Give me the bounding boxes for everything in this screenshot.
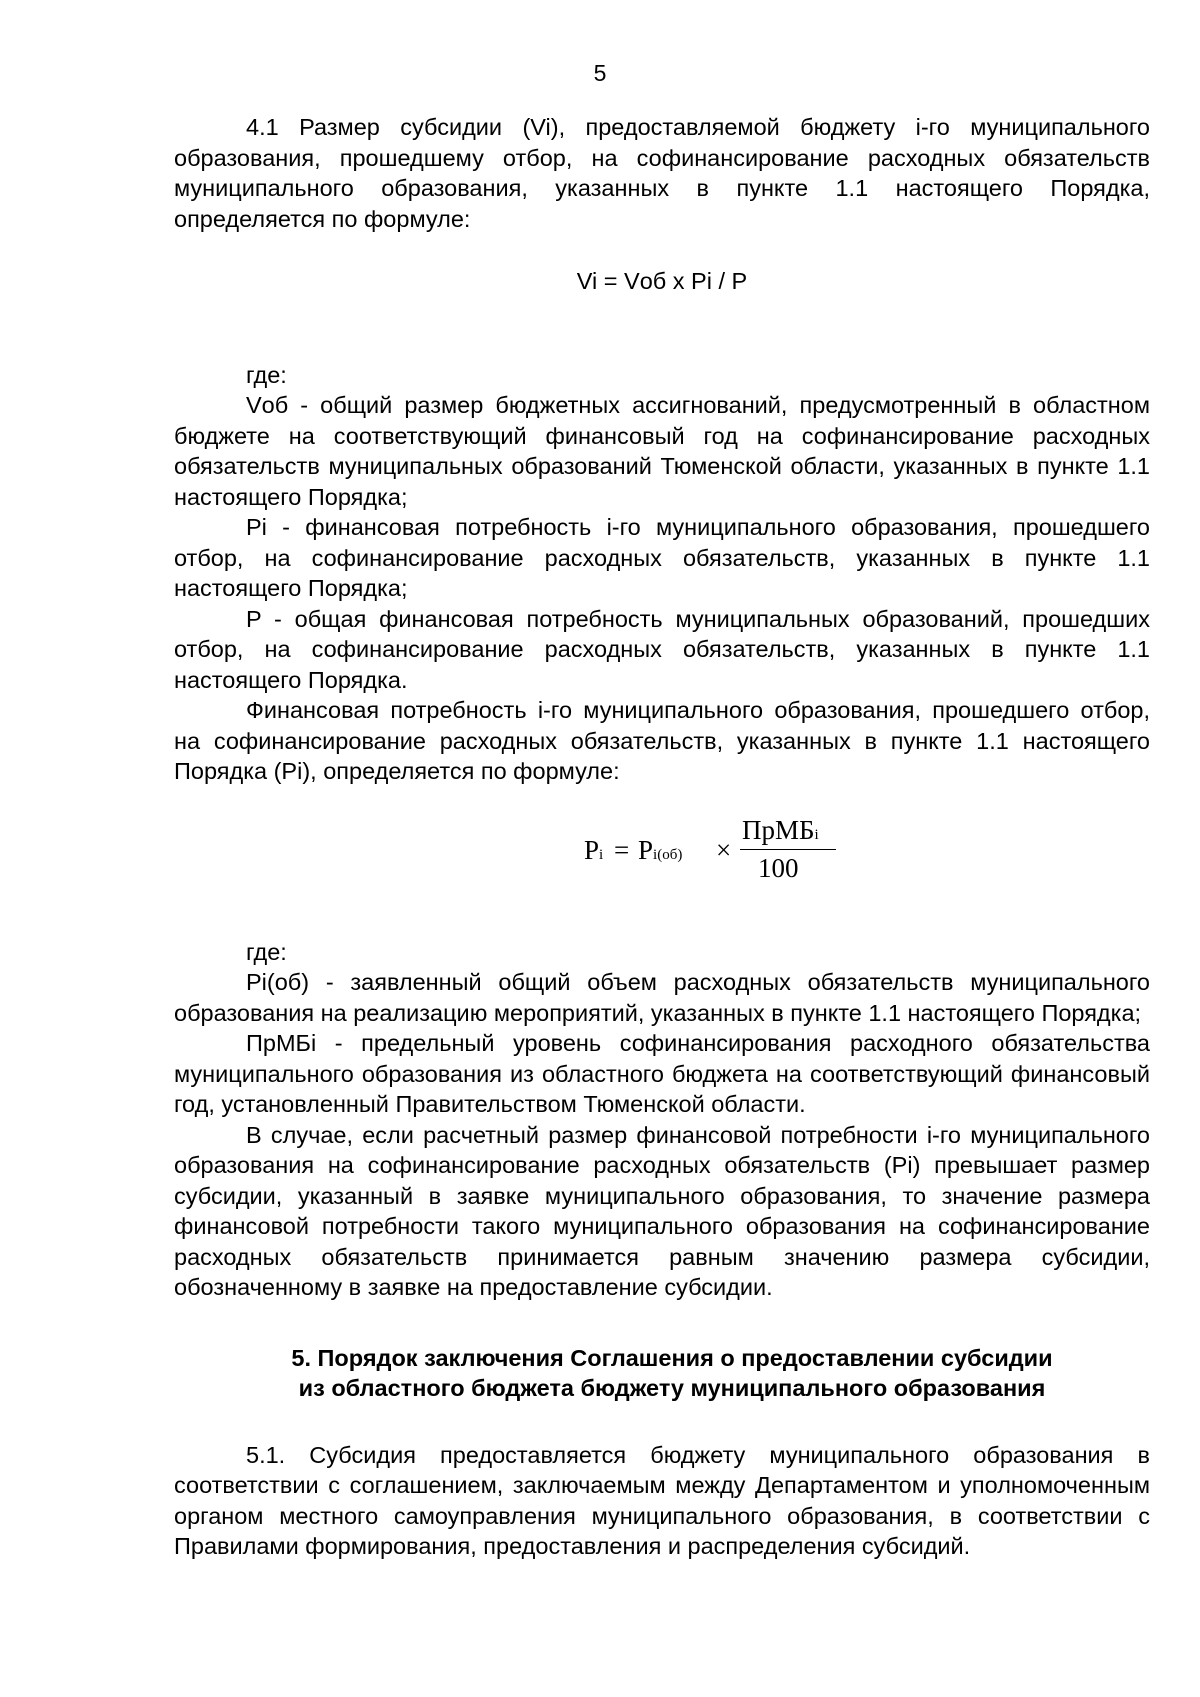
where-label: где: (246, 938, 287, 965)
formula-financial-need (174, 787, 1150, 937)
formula-rhs: Pi(об) (638, 834, 683, 865)
where-label: где: (246, 361, 287, 388)
section-5-title: 5. Порядок заключения Соглашения о предоставлении субсидии из областного бюджета бюджету муниципального образования (291, 1344, 1053, 1401)
paragraph-case: В случае, если расчетный размер финансовой потребности i-го муниципального образования на софинансирование расходных обязательств (Pi) превышает размер субсидии, указанный в заявке муниципального образования, то значение размера финансовой потребности такого муниципального образования на софинансирование расходных обязательств принимается равным значению размера субсидии, обозначенному в заявке на предоставление субсидии. (174, 1121, 1150, 1300)
formula-subsidy-size: Vi = Vоб х Pi / P (576, 268, 748, 294)
paragraph-4-1: 4.1 Размер субсидии (Vi), предоставляемой бюджету i-го муниципального образования, прошедшему отбор, на софинансирование расходных обязательств муниципального образования, указанных в пункте 1.1 настоящего Порядка, определяется по формуле: (174, 114, 1150, 232)
definition-pi-ob: Pi(об) - заявленный общий объем расходных обязательств муниципального образования на реализацию мероприятий, указанных в пункте 1.1 настоящего Порядка; (174, 969, 1150, 1026)
fraction-bar (740, 849, 836, 851)
definition-pi: Pi - финансовая потребность i-го муниципального образования, прошедшего отбор, на софинансирование расходных обязательств, указанных в пункте 1.1 настоящего Порядка; (174, 514, 1150, 601)
formula-lhs: Pi (584, 834, 604, 865)
paragraph-financial-need: Финансовая потребность i-го муниципального образования, прошедшего отбор, на софинансирование расходных обязательств, указанных в пункте 1.1 настоящего Порядка (Pi), определяется по формуле: (174, 697, 1150, 784)
definition-prmbi: ПрМБi - предельный уровень софинансирования расходного обязательства муниципального образования из областного бюджета на соответствующий финансовый год, установленный Правительством Тюменской области. (174, 1030, 1150, 1117)
formula-numerator: ПрМБi (742, 814, 819, 845)
definition-vob: Vоб - общий размер бюджетных ассигнований, предусмотренный в областном бюджете на соответствующий финансовый год на софинансирование расходных обязательств муниципальных образований Тюменской области, указанных в пункте 1.1 настоящего Порядка; (174, 392, 1150, 510)
formula-denominator: 100 (758, 852, 799, 883)
page-number: 5 (593, 60, 607, 86)
document-body (174, 112, 1150, 1562)
definition-p: P - общая финансовая потребность муниципальных образований, прошедших отбор, на софинансирование расходных обязательств, указанных в пункте 1.1 настоящего Порядка. (174, 605, 1150, 693)
formula-times: × (716, 834, 732, 865)
formula-equals: = (614, 834, 630, 865)
paragraph-5-1: 5.1. Субсидия предоставляется бюджету муниципального образования в соответствии с соглашением, заключаемым между Департаментом и уполномоченным органом местного самоуправления муниципального образования, в соответствии с Правилами формирования, предоставления и распределения субсидий. (174, 1441, 1150, 1559)
